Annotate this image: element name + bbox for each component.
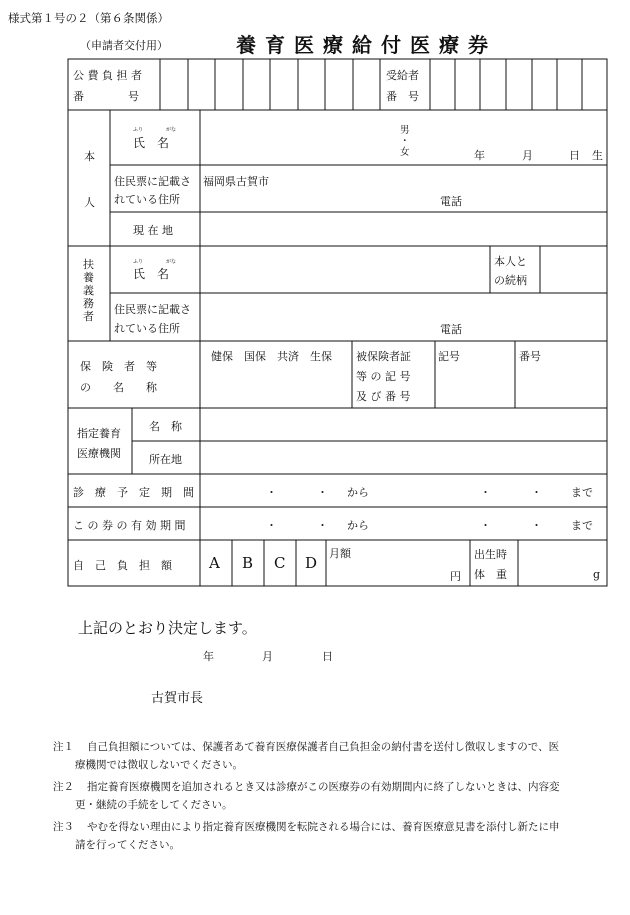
sex-dot: ・	[400, 136, 410, 147]
phone-label: 電話	[440, 195, 462, 208]
insured-label-1: 被保険者証	[356, 350, 411, 363]
validity-until: まで	[571, 519, 593, 532]
form-subtitle: （申請者交付用）	[80, 39, 168, 52]
birth-weight-label-1: 出生時	[474, 548, 507, 561]
form-number: 様式第１号の２（第６条関係）	[8, 11, 169, 25]
insured-label-2: 等 の 記 号	[356, 370, 411, 383]
guardian-address-label-2: れている住所	[114, 322, 180, 335]
address-label-2: れている住所	[114, 193, 180, 206]
relation-label-2: の続柄	[494, 274, 527, 287]
grade-c: C	[274, 554, 286, 572]
decision-statement: 上記のとおり決定します。	[78, 619, 257, 637]
recipient-number-label-1: 受給者	[386, 69, 419, 82]
issuer-mayor: 古賀市長	[151, 691, 204, 706]
monthly-amount-label: 月額	[329, 547, 351, 560]
note-2-line-2: 更・継続の手続をしてください。	[75, 799, 233, 811]
guardian-phone-label: 電話	[440, 323, 462, 336]
guardian-label: 扶養義務者	[83, 258, 94, 323]
institution-label-2: 医療機関	[77, 447, 121, 460]
dob-year-label: 年	[474, 149, 485, 162]
guardian-name-ruby-2: がな	[166, 259, 177, 265]
copay-label: 自 己 負 担 額	[73, 559, 172, 572]
address-label-1: 住民票に記載さ	[114, 175, 191, 188]
insurer-label-1: 保 険 者 等	[80, 360, 157, 373]
note-1	[53, 738, 603, 774]
decision-year-label: 年	[203, 650, 214, 663]
treatment-period-label: 診 療 予 定 期 間	[73, 486, 194, 499]
guardian-name-label: 氏 名	[133, 267, 170, 281]
note-1-line-1: 自己負担額については、保護者あて養育医療保護者自己負担金の納付書を送付し徴収しますので、医	[87, 741, 560, 753]
current-address-label: 現 在 地	[133, 224, 173, 237]
guardian-address-label-1: 住民票に記載さ	[114, 303, 191, 316]
sex-female: 女	[400, 147, 410, 158]
institution-location-label: 所在地	[149, 453, 182, 466]
name-label: 氏 名	[133, 136, 170, 150]
validity-start-dots: ・ ・	[266, 519, 334, 532]
name-ruby-2: がな	[166, 127, 177, 133]
note-3-line-2: 請を行ってください。	[75, 839, 180, 851]
address-value: 福岡県古賀市	[203, 175, 269, 188]
note-3-label: 注３	[53, 821, 74, 833]
birth-weight-label-2: 体 重	[474, 568, 507, 581]
dob-born-label: 生	[592, 149, 603, 162]
name-ruby-1: ふり	[133, 127, 144, 133]
grade-b: B	[242, 554, 254, 572]
decision-month-label: 月	[262, 650, 273, 663]
symbol-label: 記号	[438, 350, 460, 363]
number-label: 番号	[519, 350, 541, 363]
dob-month-label: 月	[522, 149, 533, 162]
insurance-type-options: 健保 国保 共済 生保	[211, 350, 332, 363]
note-1-line-2: 療機関では徴収しないでください。	[75, 759, 243, 771]
grade-a: A	[209, 554, 220, 572]
person-label-bottom: 人	[84, 196, 95, 209]
validity-period-label: こ の 券 の 有 効 期 間	[73, 519, 186, 532]
page-title: 養育医療給付医療券	[236, 33, 497, 57]
guardian-name-ruby-1: ふり	[133, 259, 144, 265]
gram-unit: g	[593, 568, 601, 581]
decision-day-label: 日	[322, 650, 333, 663]
validity-from: から	[347, 519, 369, 532]
insurer-label-2: の 名 称	[80, 381, 157, 394]
treatment-end-dots: ・ ・	[480, 486, 548, 499]
payer-number-label-2: 番 号	[73, 90, 139, 103]
treatment-start-dots: ・ ・	[266, 486, 334, 499]
grade-d: D	[305, 554, 318, 572]
dob-day-label: 日	[569, 149, 580, 162]
payer-number-label-1: 公 費 負 担 者	[73, 69, 142, 82]
note-1-label: 注１	[53, 741, 74, 753]
insured-label-3: 及 び 番 号	[356, 390, 411, 403]
note-3-line-1: やむを得ない理由により指定養育医療機関を転院される場合には、養育医療意見書を添付し新たに申	[87, 821, 560, 833]
institution-name-label: 名 称	[149, 420, 182, 433]
relation-label-1: 本人と	[494, 255, 527, 268]
person-label-top: 本	[84, 150, 95, 163]
sex-male: 男	[400, 125, 410, 136]
institution-label-1: 指定養育	[77, 427, 121, 440]
treatment-until: まで	[571, 486, 593, 499]
note-2-line-1: 指定養育医療機関を追加されるとき又は診療がこの医療券の有効期間内に終了しないときは、内容変	[87, 781, 560, 793]
validity-end-dots: ・ ・	[480, 519, 548, 532]
note-2-label: 注２	[53, 781, 74, 793]
treatment-from: から	[347, 486, 369, 499]
note-3	[53, 818, 603, 854]
recipient-number-label-2: 番 号	[386, 90, 419, 103]
note-2	[53, 778, 603, 814]
yen-unit: 円	[450, 570, 461, 583]
